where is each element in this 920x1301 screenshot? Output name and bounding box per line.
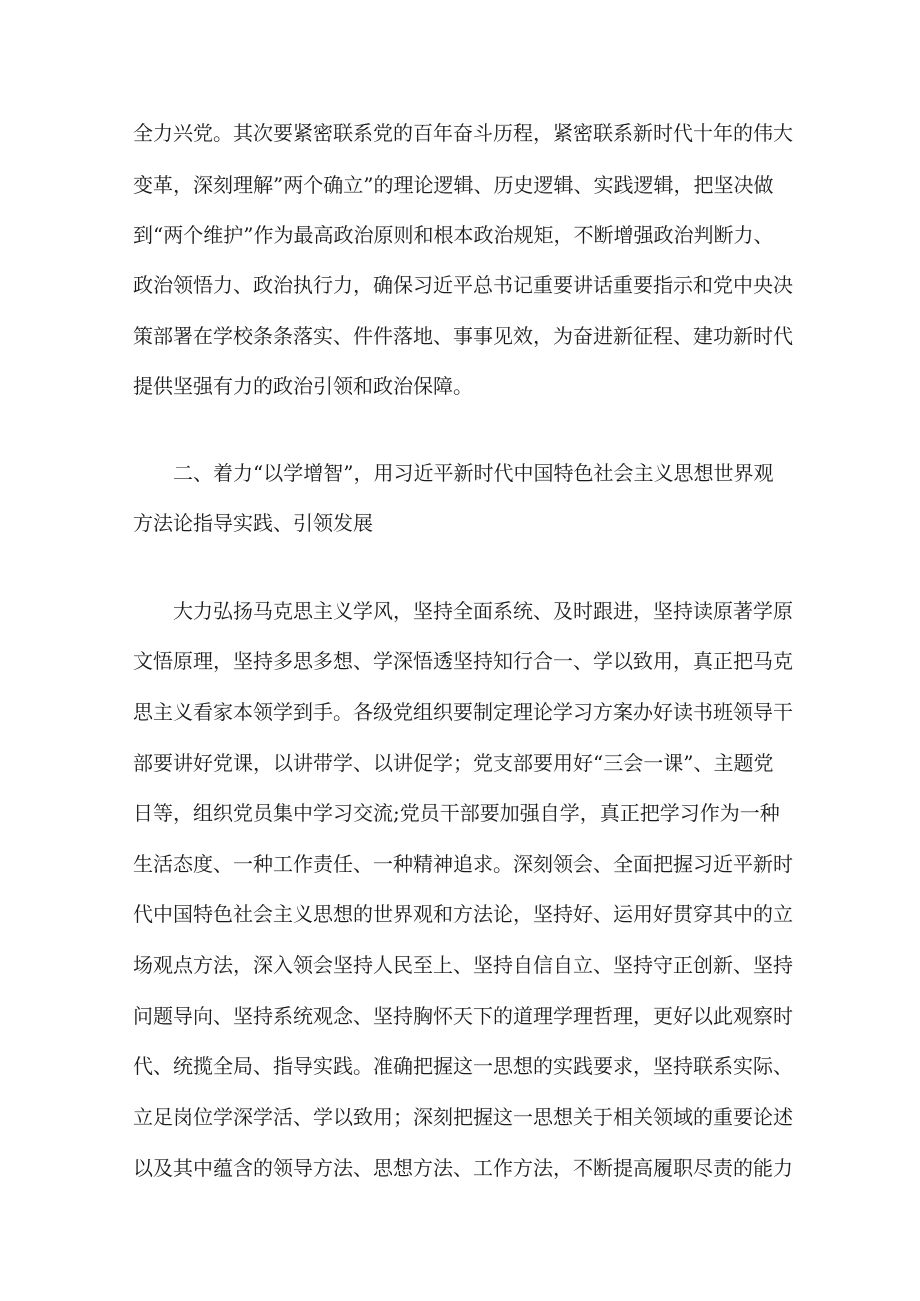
- text-line: 提供坚强有力的政治引领和政治保障。: [133, 374, 473, 398]
- text-line: 到“两个维护”作为最高政治原则和根本政治规矩，不断增强政治判断力、: [133, 223, 774, 247]
- text-line: 文悟原理，坚持多思多想、学深悟透坚持知行合一、学以致用，真正把马克: [133, 649, 793, 673]
- text-line: 大力弘扬马克思主义学风，坚持全面系统、及时跟进，坚持读原著学原: [173, 599, 793, 623]
- text-line: 思主义看家本领学到手。各级党组织要制定理论学习方案办好读书班领导干: [133, 700, 793, 724]
- heading-line: 方法论指导实践、引领发展: [133, 511, 373, 535]
- text-line: 以及其中蕴含的领导方法、思想方法、工作方法，不断提高履职尽责的能力: [133, 1156, 793, 1180]
- text-line: 全力兴党。其次要紧密联系党的百年奋斗历程，紧密联系新时代十年的伟大: [133, 121, 793, 145]
- text-line: 代、统揽全局、指导实践。准确把握这一思想的实践要求，坚持联系实际、: [133, 1054, 793, 1078]
- text-line: 变革，深刻理解”两个确立”的理论逻辑、历史逻辑、实践逻辑，把坚决做: [133, 173, 774, 197]
- text-line: 生活态度、一种工作责任、一种精神追求。深刻领会、全面把握习近平新时: [133, 852, 793, 876]
- text-line: 立足岗位学深学活、学以致用；深刻把握这一思想关于相关领域的重要论述: [133, 1105, 793, 1129]
- text-line: 部要讲好党课，以讲带学、以讲促学；党支部要用好“三会一课”、主题党: [133, 751, 774, 775]
- text-line: 代中国特色社会主义思想的世界观和方法论，坚持好、运用好贯穿其中的立: [133, 902, 793, 926]
- heading-line: 二、着力“以学增智”，用习近平新时代中国特色社会主义思想世界观: [173, 461, 774, 485]
- text-line: 场观点方法，深入领会坚持人民至上、坚持自信自立、坚持守正创新、坚持: [133, 953, 793, 977]
- text-line: 问题导向、坚持系统观念、坚持胸怀天下的道理学理哲理，更好以此观察时: [133, 1004, 793, 1028]
- text-line: 日等，组织党员集中学习交流;党员干部要加强自学，真正把学习作为一种: [133, 801, 780, 825]
- text-line: 政治领悟力、政治执行力，确保习近平总书记重要讲话重要指示和党中央决: [133, 273, 793, 297]
- text-line: 策部署在学校条条落实、件件落地、事事见效，为奋进新征程、建功新时代: [133, 324, 793, 348]
